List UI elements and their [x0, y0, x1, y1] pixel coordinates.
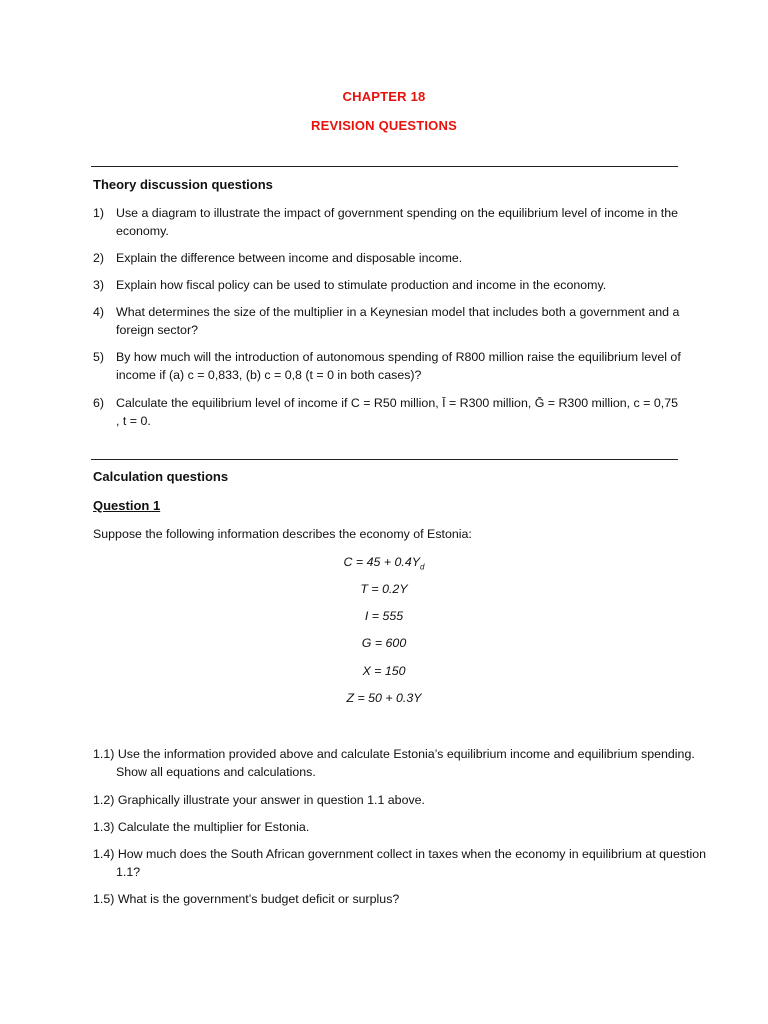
government-equation: G = 600 — [361, 636, 407, 650]
sub-question-number: 1.5) — [93, 892, 115, 906]
sub-question-number: 1.3) — [93, 820, 115, 834]
investment-equation: I = 555 — [364, 609, 404, 623]
theory-question — [93, 204, 683, 240]
sub-question-text: How much does the South African government collect in taxes when the economy in equilibrium at question 1.1? — [116, 847, 707, 879]
question-text: Calculate the equilibrium level of income if C = R50 million, Ī = R300 million, Ḡ = R300 million, c = 0,75 , t = 0. — [116, 396, 678, 428]
theory-question — [93, 249, 683, 267]
theory-question — [93, 276, 683, 294]
tax-equation: T = 0.2Y — [360, 582, 408, 596]
question-text: By how much will the introduction of autonomous spending of R800 million raise the equilibrium level of income if (a) c = 0,833, (b) c = 0,8 (t = 0 in both cases)? — [116, 350, 681, 382]
sub-question-text: What is the government’s budget deficit or surplus? — [117, 892, 400, 906]
sub-question-number: 1.1) — [93, 747, 115, 761]
theory-question — [93, 394, 683, 430]
sub-question-text: Use the information provided above and calculate Estonia’s equilibrium income and equilibrium spending. Show all equations and calculations. — [116, 747, 695, 779]
sub-question — [93, 890, 706, 908]
sub-question-number: 1.2) — [93, 793, 115, 807]
sub-question-text: Graphically illustrate your answer in question 1.1 above. — [117, 793, 425, 807]
consumption-equation — [0, 555, 768, 571]
question-number: 5) — [93, 350, 105, 364]
middle-divider — [91, 459, 678, 460]
sub-question — [93, 791, 706, 809]
question-intro: Suppose the following information describes the economy of Estonia: — [93, 527, 472, 541]
question-text: Use a diagram to illustrate the impact of government spending on the equilibrium level of income in the economy. — [116, 206, 679, 238]
theory-question — [93, 303, 683, 339]
theory-question — [93, 348, 683, 384]
question-text: Explain the difference between income and disposable income. — [116, 251, 463, 265]
question-number: 6) — [93, 396, 105, 410]
sub-question — [93, 845, 706, 881]
question-text: What determines the size of the multiplier in a Keynesian model that includes both a government and a foreign sector? — [116, 305, 680, 337]
equation-text: C = 45 + 0.4Y — [343, 555, 420, 569]
chapter-heading: CHAPTER 18 — [342, 89, 426, 104]
sub-question-text: Calculate the multiplier for Estonia. — [117, 820, 310, 834]
theory-section-title: Theory discussion questions — [93, 177, 273, 192]
calculation-section-title: Calculation questions — [93, 469, 229, 484]
exports-equation: X = 150 — [362, 664, 406, 678]
question-number: 1) — [93, 206, 105, 220]
question-1-title: Question 1 — [93, 498, 161, 513]
question-text: Explain how fiscal policy can be used to stimulate production and income in the economy. — [116, 278, 607, 292]
question-number: 2) — [93, 251, 105, 265]
top-divider — [91, 166, 678, 167]
equation-subscript: d — [420, 562, 425, 572]
sub-question-number: 1.4) — [93, 847, 115, 861]
question-number: 4) — [93, 305, 105, 319]
revision-heading: REVISION QUESTIONS — [311, 118, 457, 133]
question-number: 3) — [93, 278, 105, 292]
sub-question — [93, 818, 706, 836]
sub-question — [93, 745, 706, 781]
imports-equation: Z = 50 + 0.3Y — [346, 691, 422, 705]
